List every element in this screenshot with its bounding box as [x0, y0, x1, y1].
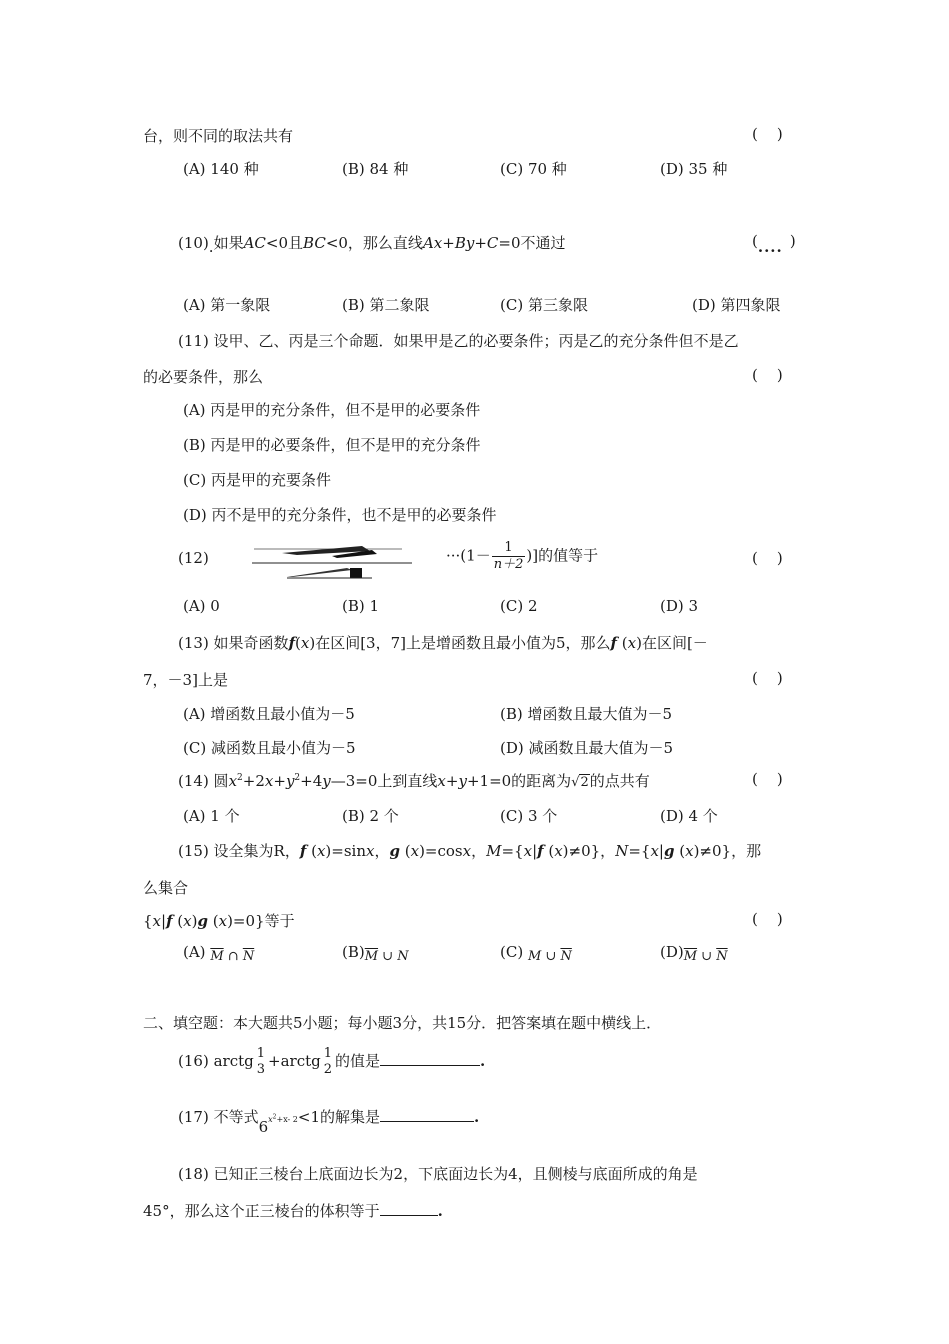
- q10-paren: (.... ): [752, 232, 796, 256]
- q13-stem-line2: 7，－3]上是: [143, 671, 228, 689]
- q13-option-d: (D) 减函数且最大值为－5: [500, 739, 674, 757]
- q10-option-c: (C) 第三象限: [500, 296, 588, 314]
- q10-option-b: (B) 第二象限: [342, 296, 430, 314]
- q12-fraction: $\frac{1}{n+2}$: [493, 540, 524, 572]
- q13-option-c: (C) 减函数且最小值为－5: [183, 739, 356, 757]
- q15-option-a: (A) $\overline{M}$ ∩ $\overline{N}$: [183, 943, 255, 964]
- q14-option-b: (B) 2 个: [342, 807, 399, 825]
- q18-answer-blank: [380, 1201, 438, 1216]
- q14-paren: ( ): [752, 770, 783, 788]
- q18-stem-line2: 45°，那么这个正三棱台的体积等于 .: [143, 1202, 443, 1220]
- q14-stem: (14) 圆$x^2+2x+y^2+4y—3=0$上到直线x+y+1=0的距离为√2的点共有: [178, 772, 650, 790]
- q14-option-d: (D) 4 个: [660, 807, 718, 825]
- q11-stem-line1: (11) 设甲、乙、丙是三个命题．如果甲是乙的必要条件；丙是乙的充分条件但不是乙: [178, 332, 739, 350]
- q15-option-b: $(B)\overline{M}$ ∪ N: [342, 943, 409, 964]
- q16-fraction-1: 1 3: [256, 1046, 266, 1077]
- q11-paren: ( ): [752, 366, 783, 384]
- q15-option-c: (C) M ∪ $\overline{N}$: [500, 943, 572, 964]
- q12-option-c: (C) 2: [500, 597, 538, 615]
- q16-fraction-2: 1 2: [323, 1046, 333, 1077]
- q10-number: (10): [178, 234, 209, 252]
- q12-garbled-formula-image: [252, 543, 422, 583]
- q11-option-b: (B) 丙是甲的必要条件，但不是甲的充分条件: [183, 436, 481, 454]
- q12-expression: ···(1－ $\frac{1}{n+2}$ )]的值等于: [446, 540, 599, 572]
- q9-option-a: (A) 140 种: [183, 160, 259, 178]
- q16-answer-blank: [380, 1051, 480, 1066]
- q17-stem: (17) 不等式$6^{x^2+x- 2}<1$的解集是 .: [178, 1108, 480, 1136]
- q10-stem: (10).如果AC<0且BC<0，那么直线Ax+By+C=0不通过: [178, 234, 566, 256]
- q15-paren: ( ): [752, 910, 783, 928]
- q12-option-a: (A) 0: [183, 597, 220, 615]
- q15-option-d: $(D)\overline{M}$ ∪ $\overline{N}$: [660, 943, 728, 964]
- q15-stem-line2: 么集合: [143, 879, 189, 897]
- section2-heading: 二、填空题：本大题共5小题；每小题3分，共15分．把答案填在题中横线上．: [143, 1014, 662, 1032]
- q15-stem-line1: (15) 设全集为R，f (x)=sinx，g (x)=cosx，M={x|f (x)≠0}，N={x|g (x)≠0}，那: [178, 842, 762, 860]
- q12-option-d: (D) 3: [660, 597, 699, 615]
- q13-option-a: (A) 增函数且最小值为－5: [183, 705, 355, 723]
- q13-stem-line1: (13) 如果奇函数f(x)在区间[3，7]上是增函数且最小值为5，那么f (x)在区间[－: [178, 634, 708, 652]
- q12-number: (12): [178, 549, 209, 567]
- q9-option-b: (B) 84 种: [342, 160, 409, 178]
- q16-stem: (16) arctg 1 3 +arctg 1 2 的值是 .: [178, 1046, 486, 1077]
- q14-option-a: (A) 1 个: [183, 807, 240, 825]
- q18-stem-line1: (18) 已知正三棱台上底面边长为2，下底面边长为4，且侧棱与底面所成的角是: [178, 1165, 698, 1183]
- q17-answer-blank: [380, 1107, 474, 1122]
- q9-stem: 台，则不同的取法共有: [143, 127, 294, 145]
- q11-option-a: (A) 丙是甲的充分条件，但不是甲的必要条件: [183, 401, 481, 419]
- q9-paren: ( ): [752, 125, 783, 143]
- q13-option-b: (B) 增函数且最大值为－5: [500, 705, 673, 723]
- q13-paren: ( ): [752, 669, 783, 687]
- q10-option-a: (A) 第一象限: [183, 296, 271, 314]
- q11-stem-line2: 的必要条件，那么: [143, 368, 264, 386]
- q12-option-b: (B) 1: [342, 597, 380, 615]
- q10-emphasis-dots: ....: [757, 238, 783, 256]
- q10-option-d: (D) 第四象限: [692, 296, 781, 314]
- q11-option-c: (C) 丙是甲的充要条件: [183, 471, 331, 489]
- q14-option-c: (C) 3 个: [500, 807, 558, 825]
- q14-sqrt: √2: [571, 775, 589, 790]
- q9-option-c: (C) 70 种: [500, 160, 567, 178]
- q9-option-d: (D) 35 种: [660, 160, 728, 178]
- q12-paren: ( ): [752, 549, 783, 567]
- q17-power: $6^{x^2+x- 2}$: [258, 1113, 298, 1136]
- q11-option-d: (D) 丙不是甲的充分条件，也不是甲的必要条件: [183, 506, 497, 524]
- q10-dot: .: [208, 238, 214, 256]
- q15-stem-line3: {x|f (x)g (x)=0}等于: [143, 912, 295, 930]
